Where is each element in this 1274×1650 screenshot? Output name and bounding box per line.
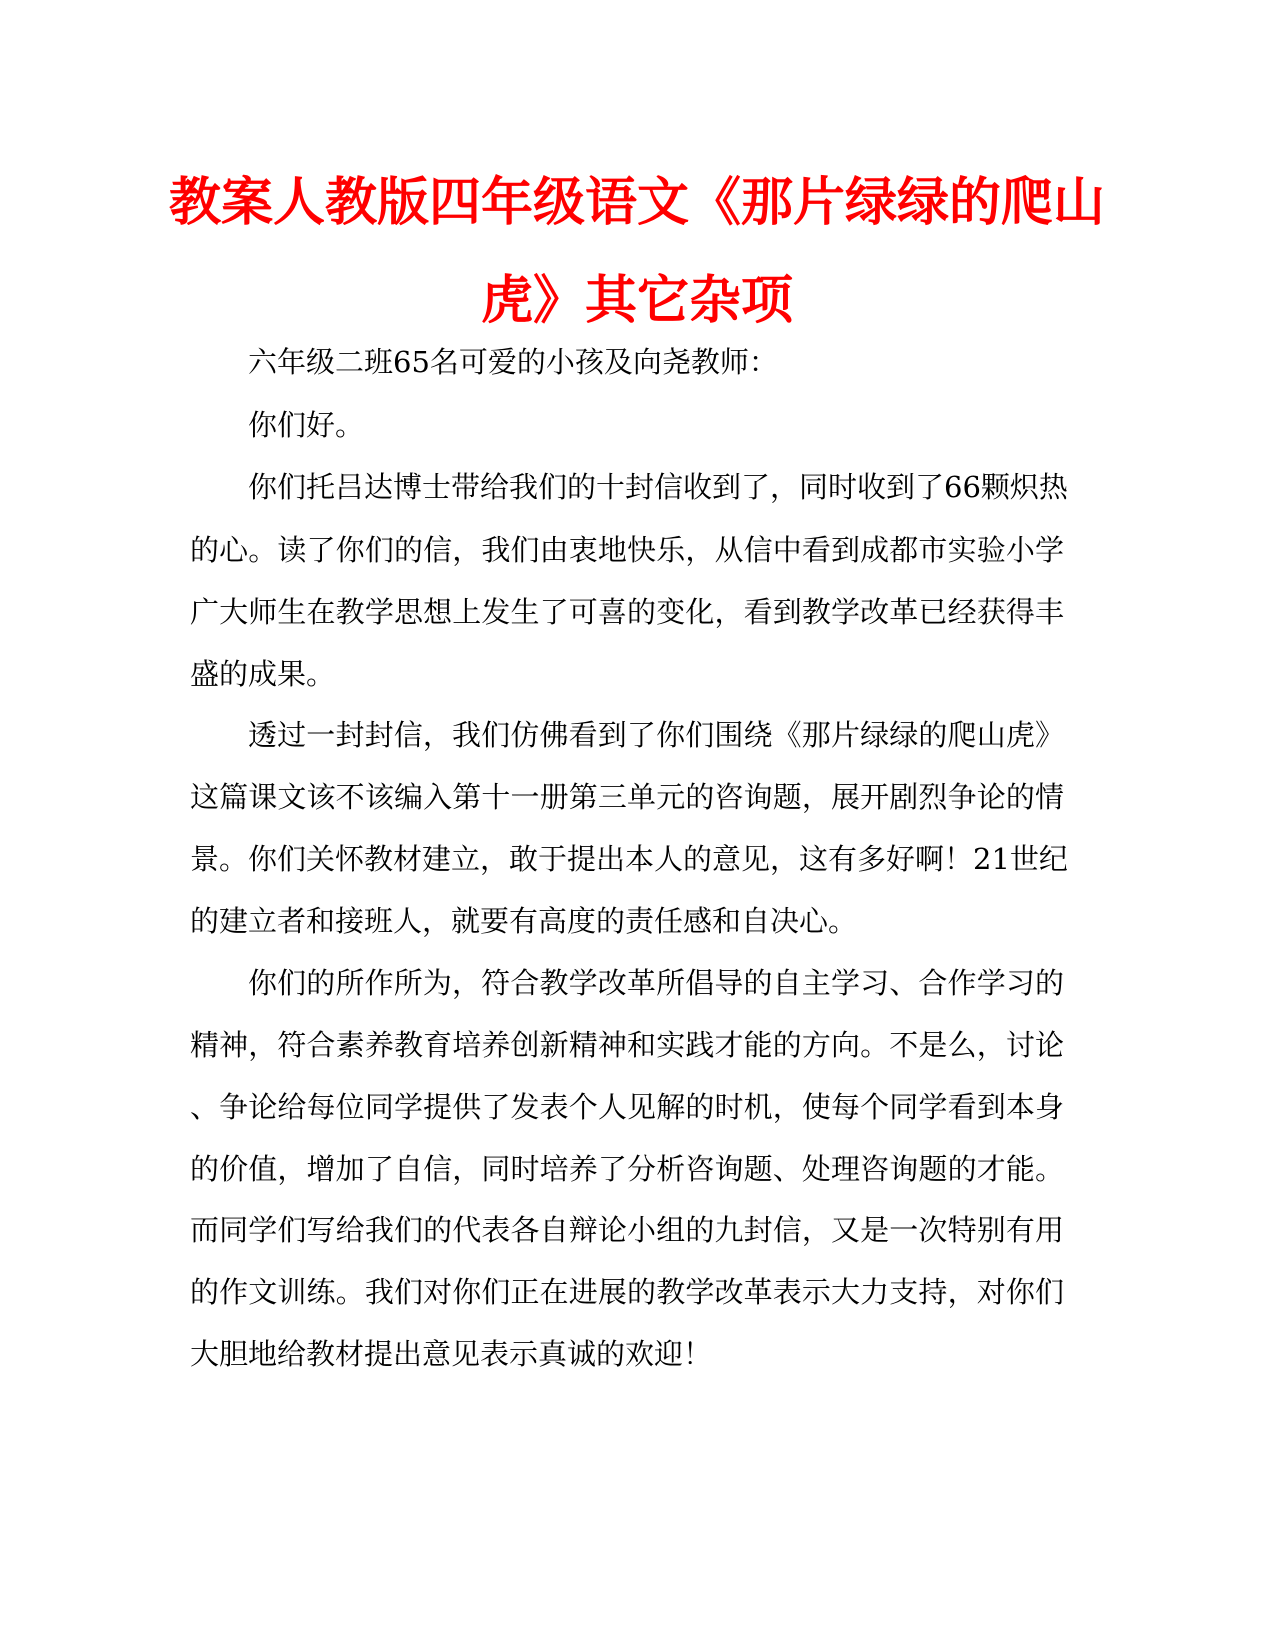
paragraph-1-line-2: 的心。读了你们的信，我们由衷地快乐，从信中看到成都市实验小学 — [190, 533, 1064, 567]
paragraph-1-line-1: 你们托吕达博士带给我们的十封信收到了，同时收到了66颗炽热 — [248, 470, 1068, 504]
paragraph-3-line-6: 的作文训练。我们对你们正在进展的教学改革表示大力支持，对你们 — [190, 1275, 1064, 1309]
paragraph-1-line-4: 盛的成果。 — [190, 657, 336, 691]
paragraph-2-line-1: 透过一封封信，我们仿佛看到了你们围绕《那片绿绿的爬山虎》 — [248, 718, 1064, 752]
paragraph-3-line-3: 、争论给每位同学提供了发表个人见解的时机，使每个同学看到本身 — [190, 1090, 1064, 1124]
document-title-line-1: 教案人教版四年级语文《那片绿绿的爬山 — [168, 173, 1105, 233]
document-title-line-2: 虎》其它杂项 — [480, 271, 793, 331]
paragraph-2-line-3: 景。你们关怀教材建立，敢于提出本人的意见，这有多好啊！21世纪 — [190, 842, 1068, 876]
paragraph-1-line-3: 广大师生在教学思想上发生了可喜的变化，看到教学改革已经获得丰 — [190, 595, 1064, 629]
paragraph-2-line-4: 的建立者和接班人，就要有高度的责任感和自决心。 — [190, 904, 858, 938]
paragraph-3-line-1: 你们的所作所为，符合教学改革所倡导的自主学习、合作学习的 — [248, 966, 1064, 1000]
paragraph-3-line-4: 的价值，增加了自信，同时培养了分析咨询题、处理咨询题的才能。 — [190, 1152, 1064, 1186]
paragraph-3-line-2: 精神，符合素养教育培养创新精神和实践才能的方向。不是么，讨论 — [190, 1028, 1064, 1062]
salutation: 六年级二班65名可爱的小孩及向尧教师： — [248, 345, 778, 379]
paragraph-2-line-2: 这篇课文该不该编入第十一册第三单元的咨询题，展开剧烈争论的情 — [190, 780, 1064, 814]
paragraph-3-line-5: 而同学们写给我们的代表各自辩论小组的九封信，又是一次特别有用 — [190, 1213, 1064, 1247]
paragraph-3-line-7: 大胆地给教材提出意见表示真诚的欢迎！ — [190, 1337, 713, 1371]
greeting: 你们好。 — [248, 408, 365, 442]
